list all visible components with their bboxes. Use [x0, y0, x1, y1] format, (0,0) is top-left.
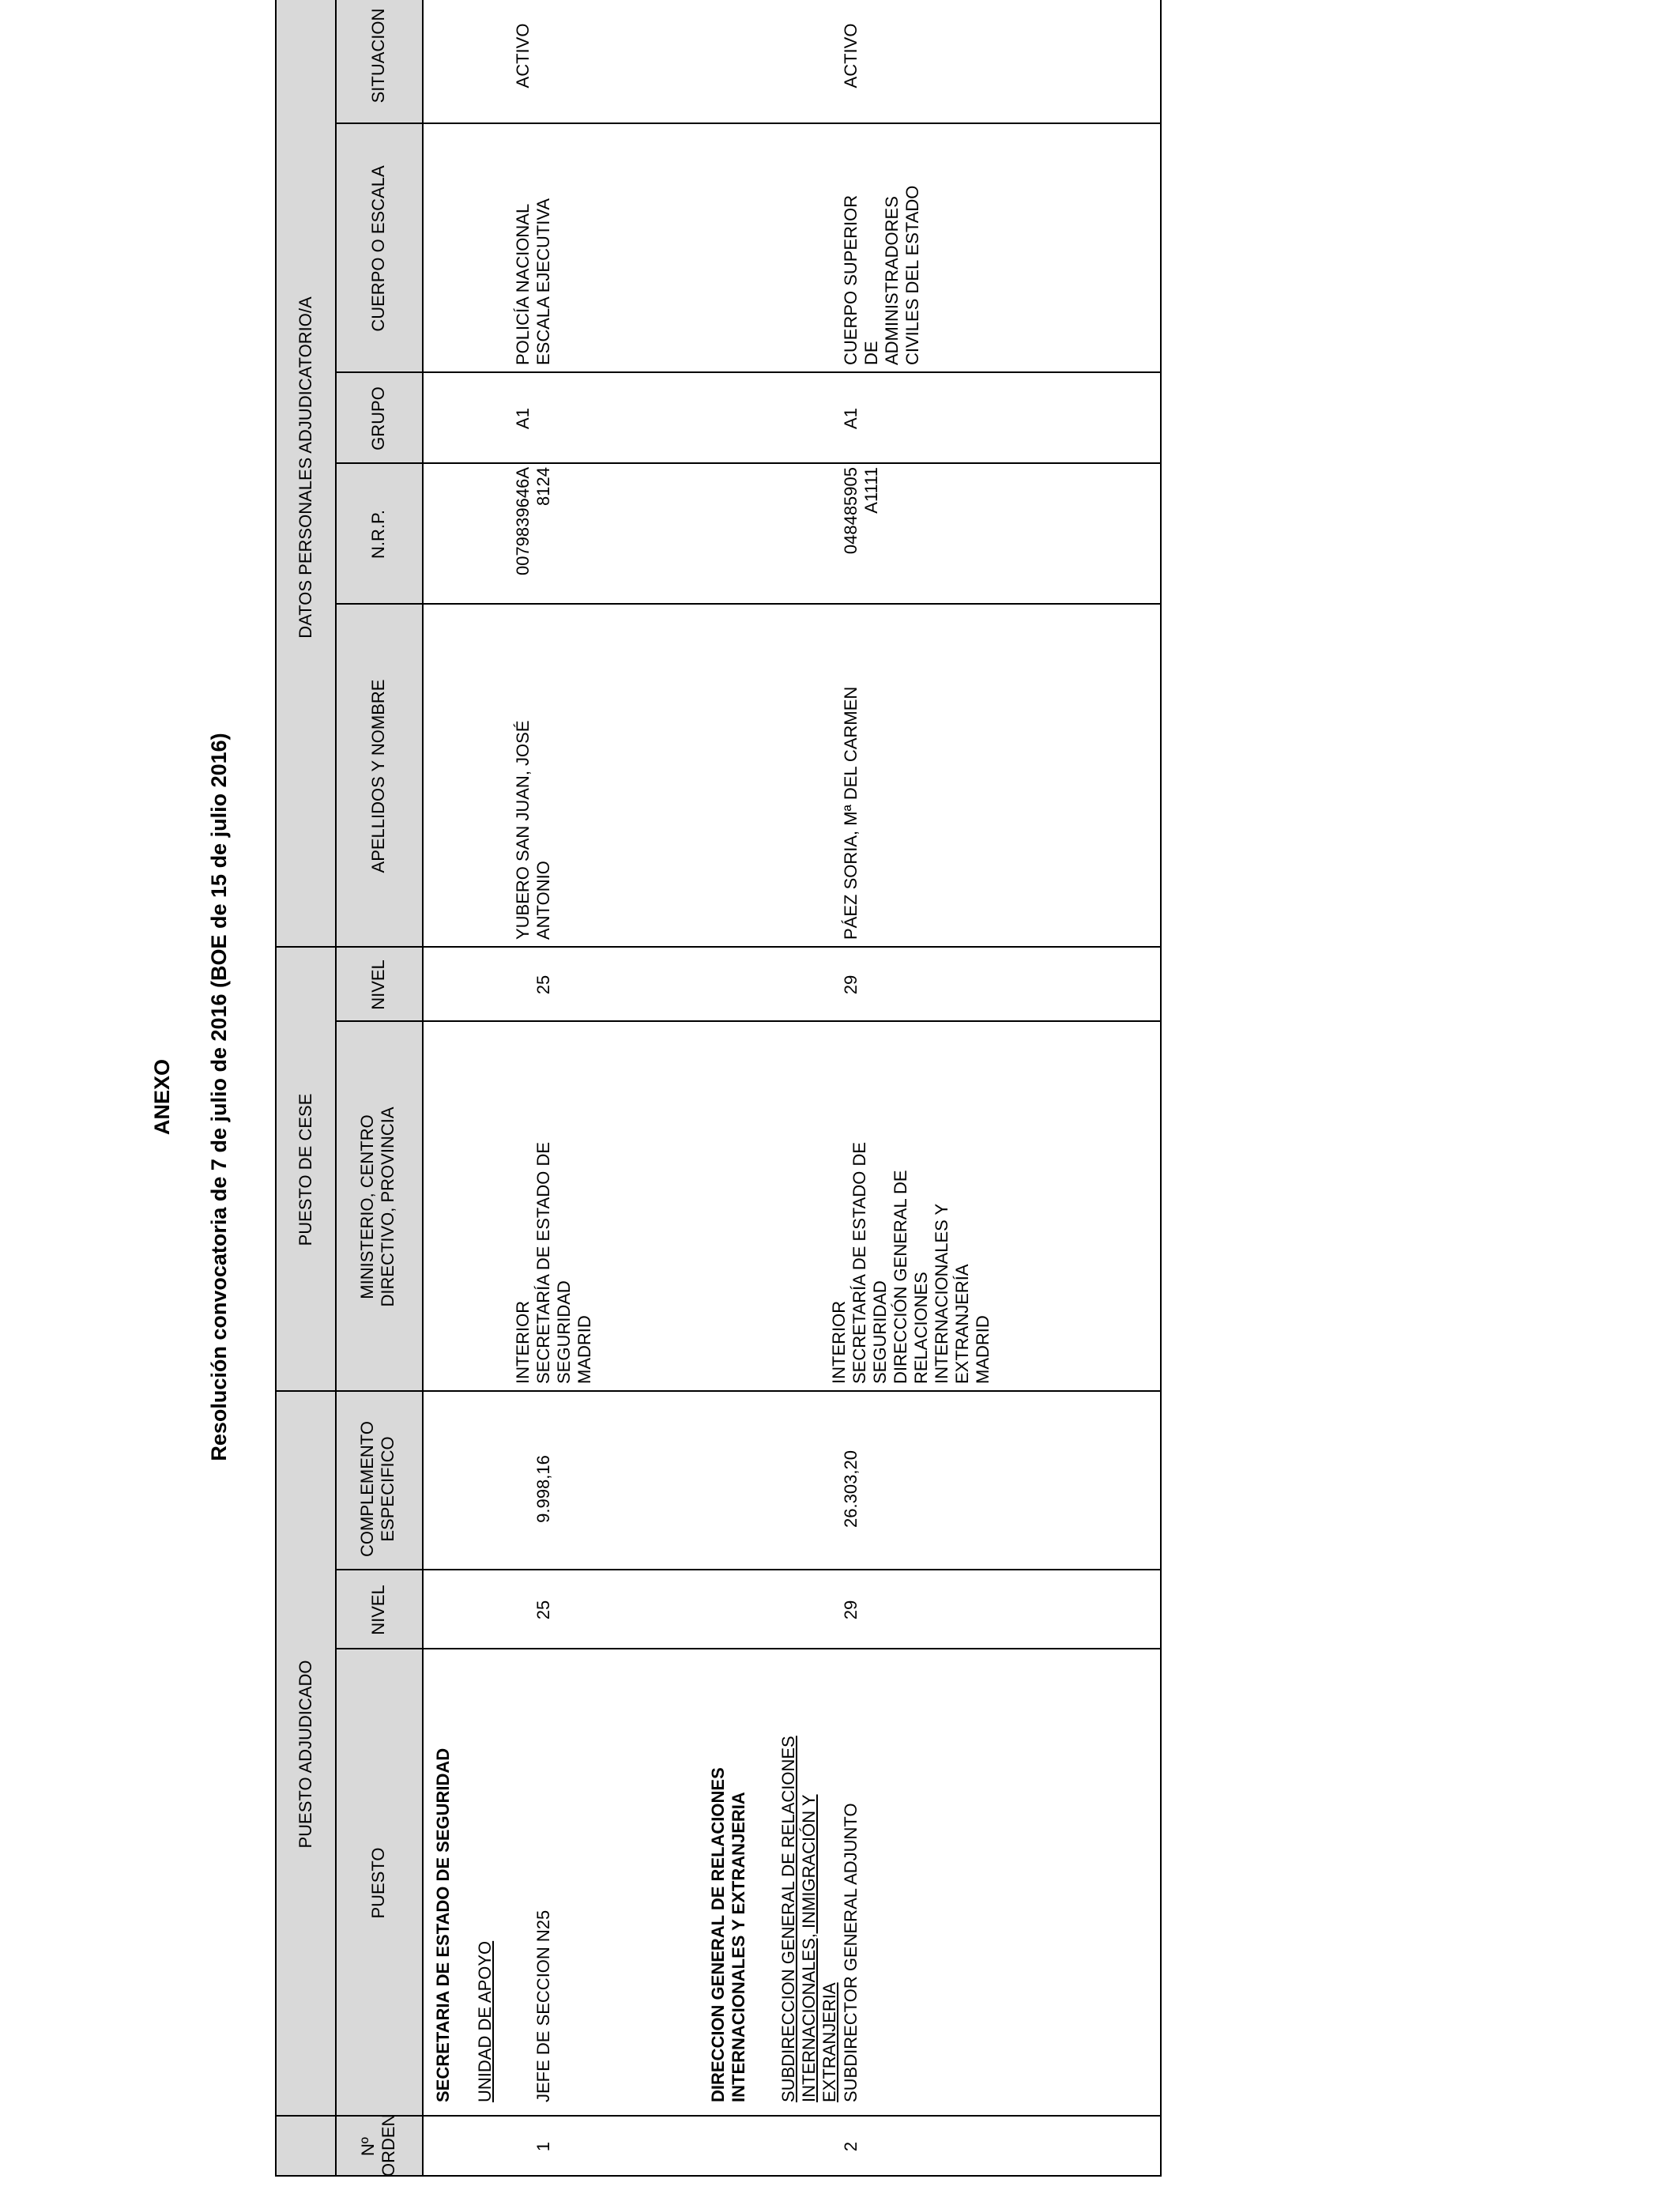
row-2-ministerio: INTERIOR SECRETARÍA DE ESTADO DE SEGURIDAD DIRECCIÓN GENERAL DE RELACIONES INTERNACIONALES Y EXTRANJERÍA MADRID [829, 1141, 993, 1384]
row-1-cuerpo: POLICÍA NACIONAL ESCALA EJECUTIVA [513, 198, 553, 365]
column-header-nrp: N.R.P. [368, 510, 388, 559]
section-subheading: SUBDIRECCION GENERAL DE RELACIONES INTERNACIONALES, INMIGRACIÓN Y EXTRANJERIA [778, 1736, 839, 2102]
column-header-cuerpo: CUERPO O ESCALA [368, 165, 388, 332]
group-header-puesto-cese: PUESTO DE CESE [296, 1093, 315, 1246]
row-1-puesto: JEFE DE SECCION N25 [533, 1909, 553, 2102]
row-2-cuerpo: CUERPO SUPERIOR DE ADMINISTRADORES CIVILES DEL ESTADO [841, 185, 922, 365]
row-2-complemento: 26.303,20 [841, 1450, 861, 1528]
document-title: ANEXO [150, 1058, 174, 1136]
row-2-puesto: SUBDIRECTOR GENERAL ADJUNTO [841, 1803, 861, 2102]
row-1-orden: 1 [533, 2141, 553, 2152]
row-2-situacion: ACTIVO [841, 23, 861, 89]
row-2-apellidos: PÁEZ SORIA, Mª DEL CARMEN [841, 686, 861, 940]
row-1-nrp: 0079839646A 8124 [513, 467, 553, 576]
adjudication-table [275, 0, 1160, 2177]
row-1-nivel: 25 [533, 1600, 553, 1620]
column-header-nivel: NIVEL [368, 1585, 388, 1635]
section-subheading: UNIDAD DE APOYO [475, 1940, 495, 2102]
column-header-orden: Nº ORDEN [358, 2113, 398, 2177]
column-header-grupo: GRUPO [368, 386, 388, 450]
column-header-nivel-cese: NIVEL [368, 959, 388, 1010]
column-header-apellidos: APELLIDOS Y NOMBRE [368, 679, 388, 873]
row-2-nrp: 048485905 A1111 [841, 467, 881, 555]
row-2-orden: 2 [841, 2141, 861, 2152]
section-heading: SECRETARIA DE ESTADO DE SEGURIDAD [433, 1747, 453, 2102]
row-1-complemento: 9.998,16 [533, 1455, 553, 1523]
column-header-situacion: SITUACION [368, 8, 388, 104]
row-1-nivel-cese: 25 [533, 974, 553, 995]
column-header-ministerio: MINISTERIO, CENTRO DIRECTIVO, PROVINCIA [357, 1106, 397, 1307]
row-1-situacion: ACTIVO [513, 23, 533, 89]
row-2-nivel: 29 [841, 1600, 861, 1620]
row-1-ministerio: INTERIOR SECRETARÍA DE ESTADO DE SEGURIDAD MADRID [513, 1141, 594, 1384]
row-2-nivel-cese: 29 [841, 974, 861, 995]
row-2-grupo: A1 [841, 408, 861, 429]
row-1-grupo: A1 [513, 408, 533, 429]
column-header-puesto: PUESTO [368, 1847, 388, 1919]
column-header-complemento: COMPLEMENTO ESPECIFICO [357, 1421, 397, 1557]
group-header-datos-personales: DATOS PERSONALES ADJUDICATORIO/A [296, 296, 315, 639]
section-heading: DIRECCION GENERAL DE RELACIONES INTERNACIONALES Y EXTRANJERIA [708, 1767, 748, 2102]
document-subtitle: Resolución convocatoria de 7 de julio de 2016 (BOE de 15 de julio 2016) [207, 733, 231, 1461]
group-header-puesto-adjudicado: PUESTO ADJUDICADO [296, 1660, 315, 1849]
row-1-apellidos: YUBERO SAN JUAN, JOSÉ ANTONIO [513, 720, 553, 940]
